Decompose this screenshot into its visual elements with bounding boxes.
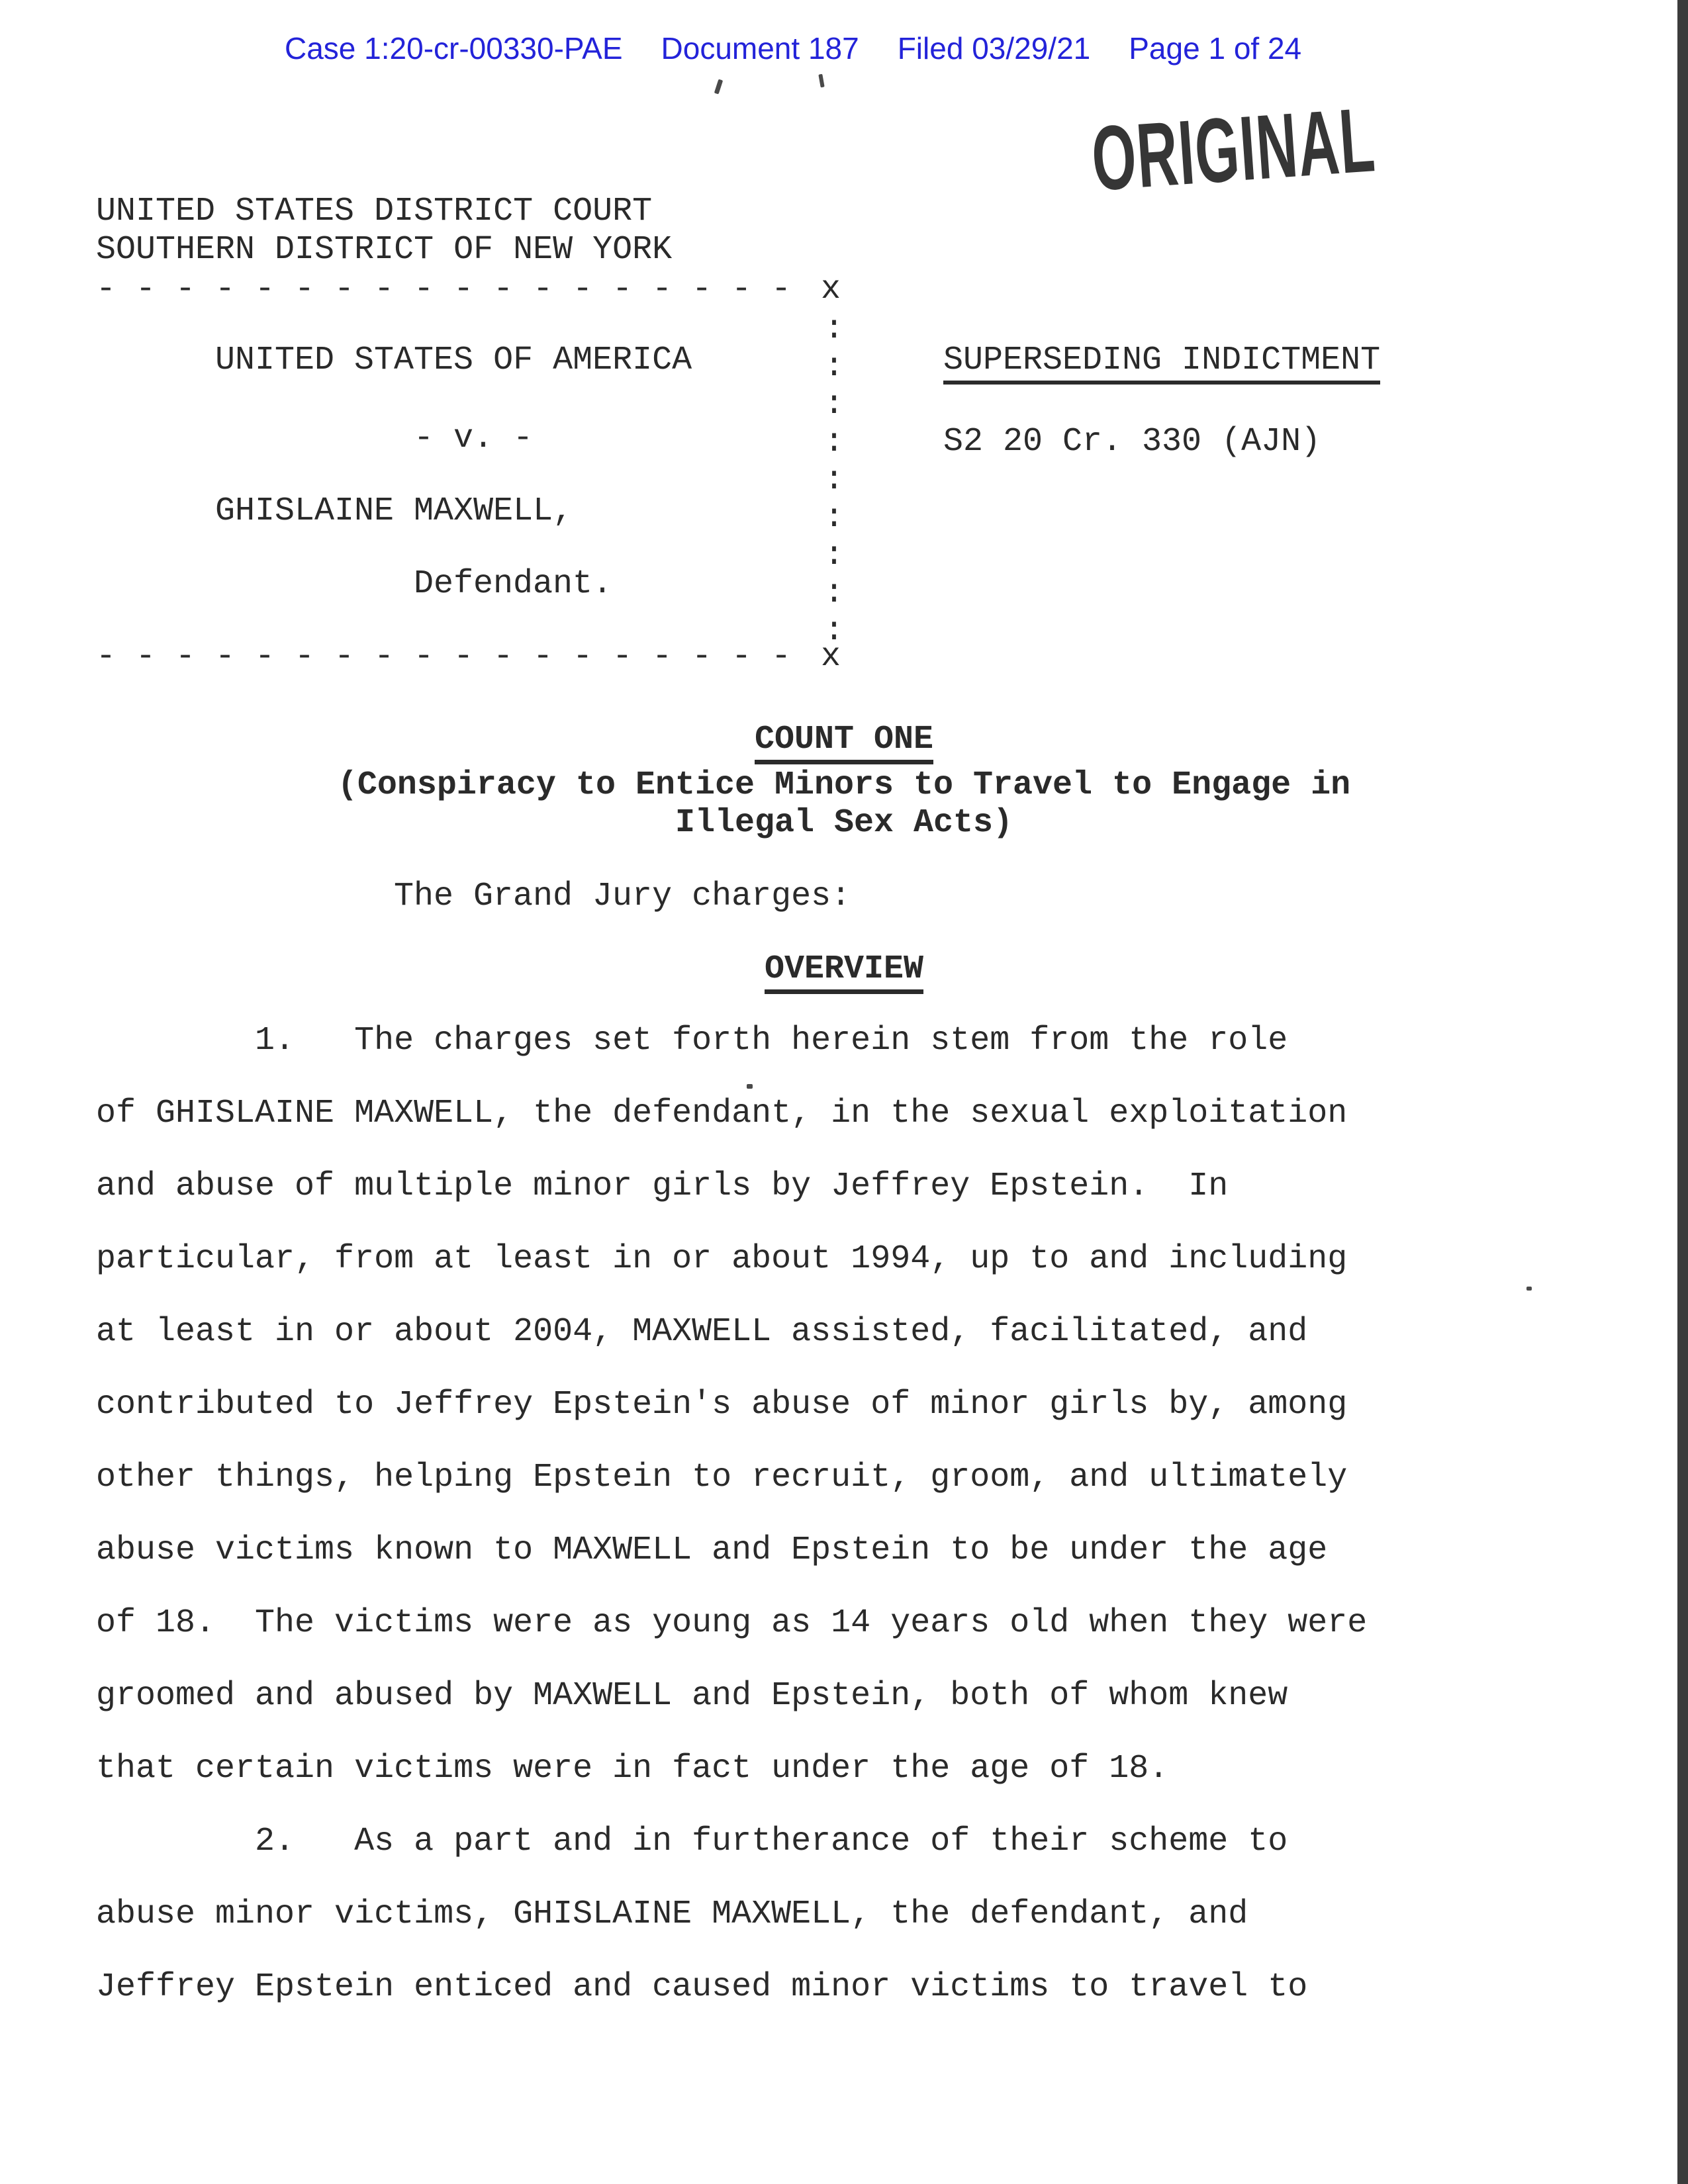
court-name-line1: UNITED STATES DISTRICT COURT bbox=[96, 193, 653, 230]
document-number-text: Document 187 bbox=[661, 31, 859, 66]
count-one-subheading-line2: Illegal Sex Acts) bbox=[675, 804, 1013, 842]
scan-speck bbox=[818, 74, 824, 88]
caption-colon: : bbox=[824, 348, 845, 386]
caption-colon: : bbox=[824, 612, 845, 650]
caption-colon: : bbox=[824, 424, 845, 461]
body-line: at least in or about 2004, MAXWELL assisted, facilitated, and bbox=[96, 1313, 1308, 1351]
caption-colon: : bbox=[824, 386, 845, 424]
body-line: other things, helping Epstein to recruit, groom, and ultimately bbox=[96, 1459, 1348, 1496]
scan-speck bbox=[714, 79, 723, 94]
defendant-label: Defendant. bbox=[414, 565, 613, 603]
overview-heading-row bbox=[0, 950, 1688, 994]
caption-colon: : bbox=[824, 499, 845, 537]
grand-jury-charges-line: The Grand Jury charges: bbox=[394, 878, 851, 915]
body-line: of 18. The victims were as young as 14 years old when they were bbox=[96, 1604, 1368, 1642]
scanned-page-edge-shadow bbox=[1677, 0, 1688, 2184]
overview-heading: OVERVIEW bbox=[765, 953, 923, 994]
scan-speck bbox=[1526, 1287, 1532, 1291]
body-line: and abuse of multiple minor girls by Jeffrey Epstein. In bbox=[96, 1167, 1229, 1205]
caption-colon: : bbox=[824, 537, 845, 574]
body-line: 2. As a part and in furtherance of their scheme to bbox=[96, 1823, 1288, 1860]
filed-date-text: Filed 03/29/21 bbox=[897, 31, 1091, 66]
caption-colon: : bbox=[824, 310, 845, 348]
body-line: contributed to Jeffrey Epstein's abuse of minor girls by, among bbox=[96, 1386, 1348, 1424]
body-line: abuse minor victims, GHISLAINE MAXWELL, the defendant, and bbox=[96, 1895, 1248, 1933]
original-stamp: ORIGINAL bbox=[1088, 89, 1379, 210]
count-one-heading-row bbox=[0, 723, 1688, 764]
caption-crossmark-top: x bbox=[821, 271, 841, 308]
body-line: Jeffrey Epstein enticed and caused minor victims to travel to bbox=[96, 1968, 1308, 2006]
body-line: that certain victims were in fact under the age of 18. bbox=[96, 1750, 1169, 1788]
versus-text: - v. - bbox=[414, 420, 534, 457]
indictment-body bbox=[96, 1005, 1367, 2024]
indictment-title bbox=[943, 341, 1381, 385]
caption-colon: : bbox=[824, 574, 845, 612]
caption-dash-rule-bottom: - - - - - - - - - - - - - - - - - - bbox=[96, 638, 792, 676]
count-one-heading: COUNT ONE bbox=[755, 723, 933, 764]
count-one-subheading-line1: (Conspiracy to Entice Minors to Travel to Engage in bbox=[337, 766, 1351, 804]
ecf-stamp-header bbox=[285, 32, 1301, 65]
plaintiff-name: UNITED STATES OF AMERICA bbox=[215, 341, 692, 379]
body-line: 1. The charges set forth herein stem from the role bbox=[96, 1022, 1288, 1060]
defendant-name: GHISLAINE MAXWELL, bbox=[215, 492, 573, 530]
page-count-text: Page 1 of 24 bbox=[1129, 31, 1302, 66]
body-line: of GHISLAINE MAXWELL, the defendant, in the sexual exploitation bbox=[96, 1095, 1348, 1132]
body-line: abuse victims known to MAXWELL and Epstein to be under the age bbox=[96, 1531, 1328, 1569]
court-name-line2: SOUTHERN DISTRICT OF NEW YORK bbox=[96, 231, 673, 269]
docket-number: S2 20 Cr. 330 (AJN) bbox=[943, 423, 1321, 461]
case-number-text: Case 1:20-cr-00330-PAE bbox=[285, 31, 623, 66]
indictment-title-text: SUPERSEDING INDICTMENT bbox=[943, 344, 1380, 385]
caption-dash-rule-top: - - - - - - - - - - - - - - - - - - bbox=[96, 271, 792, 308]
caption-crossmark-bottom: x bbox=[821, 638, 841, 676]
body-line: particular, from at least in or about 1994, up to and including bbox=[96, 1240, 1348, 1278]
body-line: groomed and abused by MAXWELL and Epstein, both of whom knew bbox=[96, 1677, 1288, 1715]
caption-colon: : bbox=[824, 461, 845, 499]
